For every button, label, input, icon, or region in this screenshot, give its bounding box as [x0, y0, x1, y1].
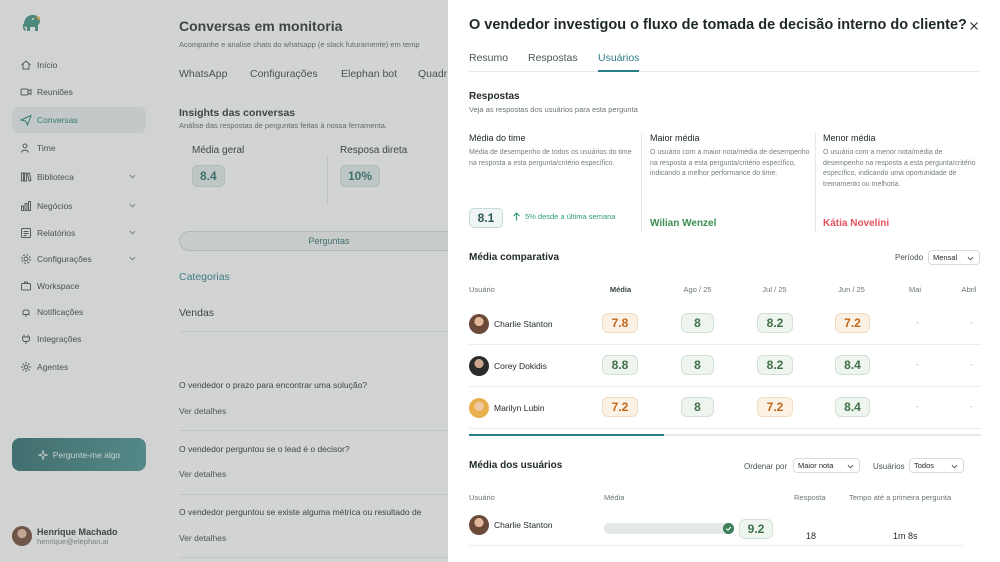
user-name: Marilyn Lubin: [494, 403, 545, 413]
avatar: [469, 356, 489, 376]
tab-respostas[interactable]: Respostas: [528, 52, 578, 64]
stat-title: Média do time: [469, 133, 526, 143]
empty-value: -: [970, 318, 973, 327]
scrollbar-thumb[interactable]: [469, 434, 664, 436]
empty-value: -: [970, 402, 973, 411]
stat-description: O usuário com a menor nota/média de desempenho na resposta a esta pergunta/critério específico, indicando uma oportunidade de treinamento ou melhoria.: [823, 149, 976, 188]
question-text: O vendedor perguntou se o lead é o decisor?: [179, 444, 350, 454]
sidebar-item-label: Negócios: [37, 201, 73, 211]
user-name: Charlie Stanton: [494, 520, 553, 530]
modal-backdrop[interactable]: [0, 0, 448, 562]
score-pill: 8: [681, 397, 714, 417]
chevron-down-icon: [967, 255, 974, 262]
empty-value: -: [970, 360, 973, 369]
trend-text: 5% desde a última semana: [525, 212, 616, 221]
chevron-down-icon: [847, 463, 854, 470]
sidebar-item-label: Conversas: [37, 115, 78, 125]
ordenar-select[interactable]: [793, 458, 860, 473]
score-pill: 8: [681, 313, 714, 333]
sidebar-item-label: Relatórios: [37, 228, 76, 238]
stat-title: Maior média: [650, 133, 700, 143]
categorias-link[interactable]: Categorias: [179, 271, 230, 283]
sidebar-item-label: Configurações: [37, 254, 92, 264]
check-icon: [723, 523, 734, 534]
insights-title: Insights das conversas: [179, 107, 296, 119]
page-title: Conversas em monitoria: [179, 18, 343, 34]
score-pill: 7.8: [602, 313, 638, 333]
sidebar-item-label: Início: [37, 60, 58, 70]
arrow-up-icon: [512, 212, 521, 221]
col-header-mai: Mai: [908, 285, 922, 294]
tab-perguntas[interactable]: Perguntas: [179, 231, 450, 251]
comparativa-title: Média comparativa: [469, 252, 560, 263]
stat-divider: [641, 133, 642, 233]
best-average-stat: [650, 133, 810, 180]
user-name: Charlie Stanton: [494, 319, 553, 329]
tab-quadro[interactable]: Quadr: [418, 68, 448, 80]
sidebar-item-label: Biblioteca: [37, 172, 74, 182]
team-average-value: 8.1: [469, 208, 503, 228]
periodo-select[interactable]: [928, 250, 980, 265]
insights-subtitle: Análise das respostas de perguntas feitas à nossa ferramenta.: [179, 121, 388, 130]
col-header-usuario: Usuário: [469, 285, 495, 294]
details-link[interactable]: Ver detalhes: [179, 406, 227, 416]
periodo-label: Período: [895, 253, 924, 262]
resposta-count: 18: [806, 531, 817, 541]
user-name: Henrique Machado: [37, 526, 118, 537]
sidebar-item-label: Integrações: [37, 334, 82, 344]
stat-description: O usuário com a maior nota/média de desempenho na resposta a esta pergunta/critério específico, indicando a melhor performance do time.: [650, 149, 810, 177]
col-header-abril: Abril: [961, 285, 977, 294]
score-bar-fill: [604, 523, 724, 534]
tab-usuarios[interactable]: Usuários: [598, 52, 640, 64]
usuarios-label: Usuários: [873, 462, 905, 471]
stat-divider: [815, 133, 816, 233]
details-link[interactable]: Ver detalhes: [179, 533, 227, 543]
col-header-jun: Jun / 25: [838, 285, 865, 294]
col-header-tempo: Tempo até a primeira pergunta: [849, 493, 952, 502]
worst-user-name[interactable]: Kátia Novelini: [823, 218, 890, 229]
usuarios-select[interactable]: [909, 458, 964, 473]
card-label: Média geral: [192, 145, 245, 156]
usuarios-title: Média dos usuários: [469, 460, 563, 471]
tab-elephan-bot[interactable]: Elephan bot: [341, 68, 398, 80]
table-row[interactable]: [469, 345, 981, 387]
tempo-value: 1m 8s: [893, 531, 918, 541]
score-pill: 7.2: [602, 397, 638, 417]
col-header-jul: Jul / 25: [762, 285, 787, 294]
table-row[interactable]: [469, 303, 981, 345]
sidebar-item-label: Agentes: [37, 362, 69, 372]
card-value: 8.4: [192, 165, 225, 187]
col-header-media[interactable]: Média: [609, 285, 632, 294]
stat-description: Média de desempenho de todos os usuários do time na resposta a esta pergunta/critério específico.: [469, 149, 632, 167]
usuarios-value: Todos: [914, 461, 935, 470]
score-pill: 8.2: [757, 313, 793, 333]
tab-whatsapp[interactable]: WhatsApp: [179, 68, 228, 80]
ask-me-label: Pergunte-me algo: [52, 449, 121, 460]
card-value: 10%: [340, 165, 380, 187]
sidebar-item-label: Reuniões: [37, 87, 73, 97]
respostas-subtitle: Veja as respostas dos usuários para esta pergunta: [469, 105, 638, 114]
category-vendas: Vendas: [179, 307, 215, 319]
sidebar-item-label: Workspace: [37, 281, 80, 291]
trend-indicator: [512, 212, 615, 221]
respostas-title: Respostas: [469, 91, 520, 102]
close-icon[interactable]: [967, 19, 981, 33]
col-header-usuario: Usuário: [469, 493, 495, 502]
sidebar-item-label: Notificações: [37, 307, 84, 317]
avatar: [469, 515, 489, 535]
score-pill: 8.4: [835, 355, 870, 375]
user-name: Corey Dokidis: [494, 361, 547, 371]
worst-average-stat: [823, 133, 978, 190]
table-row[interactable]: [469, 387, 981, 429]
details-link[interactable]: Ver detalhes: [179, 469, 227, 479]
score-pill: 8.4: [835, 397, 870, 417]
score-pill: 8: [681, 355, 714, 375]
empty-value: -: [916, 402, 919, 411]
user-email: henrique@elephan.ai: [37, 536, 109, 546]
tab-configuracoes[interactable]: Configurações: [250, 68, 318, 80]
score-pill: 9.2: [739, 519, 773, 539]
tabs-divider: [469, 71, 979, 72]
col-header-media: Média: [604, 493, 625, 502]
empty-value: -: [916, 318, 919, 327]
card-label: Resposa direta: [340, 145, 408, 156]
col-header-resposta: Resposta: [794, 493, 826, 502]
question-details-drawer: [448, 0, 1000, 562]
col-header-ago: Ago / 25: [683, 285, 712, 294]
periodo-value: Mensal: [933, 253, 958, 262]
best-user-name[interactable]: Wilian Wenzel: [650, 218, 717, 229]
drawer-title: O vendedor investigou o fluxo de tomada de decisão interno do cliente?: [469, 17, 967, 33]
sidebar-item-label: Time: [37, 143, 56, 153]
score-pill: 7.2: [757, 397, 793, 417]
stat-title: Menor média: [823, 133, 876, 143]
chevron-down-icon: [951, 463, 958, 470]
team-average-stat: [469, 133, 634, 169]
ordenar-value: Maior nota: [798, 461, 834, 470]
active-tab-indicator: [598, 70, 639, 72]
score-pill: 8.2: [757, 355, 793, 375]
score-pill: 7.2: [835, 313, 870, 333]
score-pill: 8.8: [602, 355, 638, 375]
ordenar-label: Ordenar por: [744, 462, 788, 471]
question-text: O vendedor perguntou se existe alguma métrica ou resultado de: [179, 507, 422, 517]
avatar: [469, 398, 489, 418]
avatar: [469, 314, 489, 334]
page-subtitle: Acompanhe e analise chats do whatsapp (e slack futuramente) em temp: [179, 40, 420, 49]
tab-resumo[interactable]: Resumo: [469, 52, 509, 64]
question-text: O vendedor o prazo para encontrar uma solução?: [179, 380, 368, 390]
empty-value: -: [916, 360, 919, 369]
